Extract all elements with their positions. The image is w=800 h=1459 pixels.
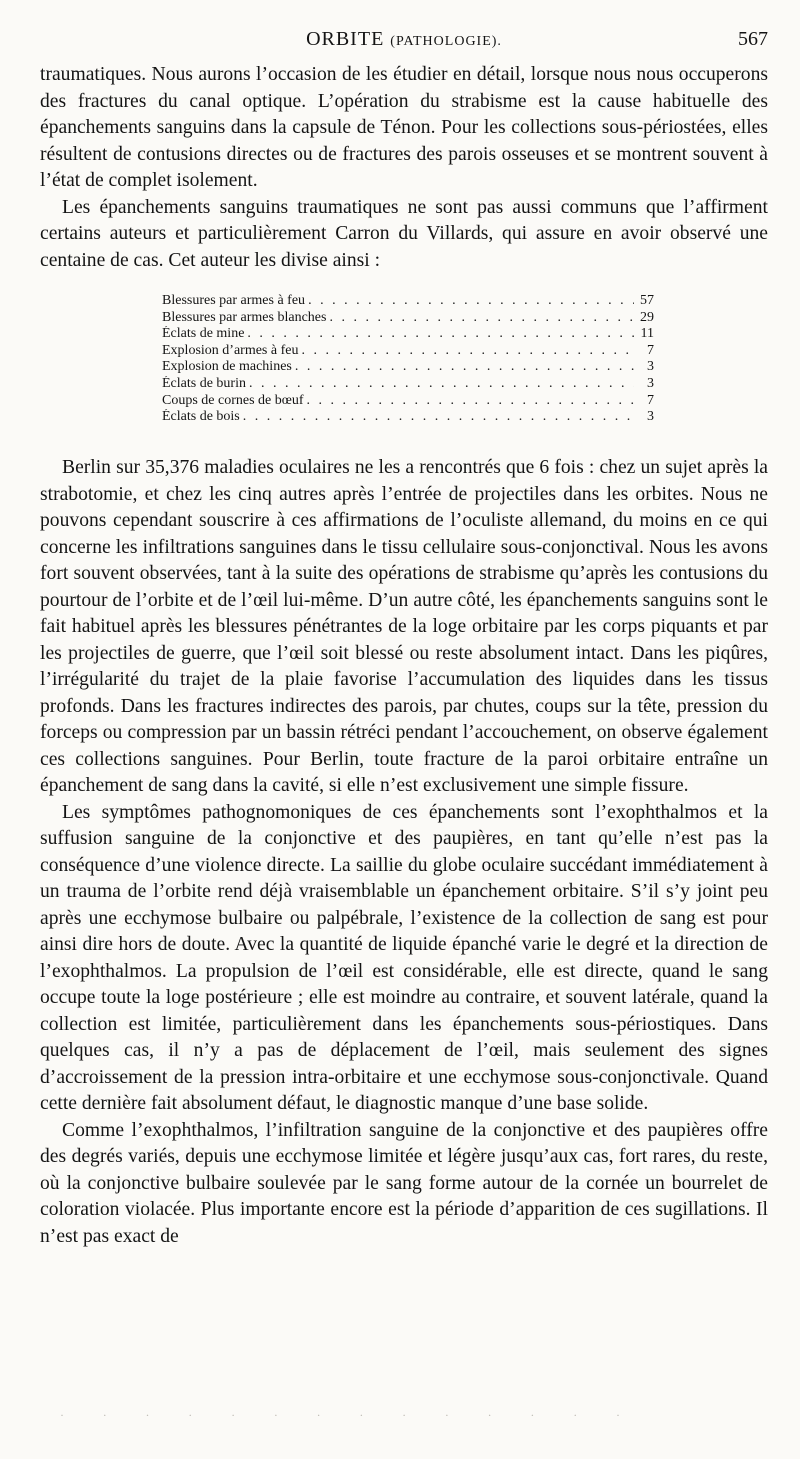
- table-row: [162, 326, 654, 343]
- row-value: 3: [647, 409, 654, 425]
- table-row: [162, 310, 654, 327]
- table-row: [162, 359, 654, 376]
- injury-statistics-table: [162, 293, 654, 426]
- row-label: Explosion d’armes à feu: [162, 342, 299, 358]
- table-row: [162, 343, 654, 360]
- paragraph: Les symptômes pathognomoniques de ces épanchements sont l’exophthalmos et la suffusion sanguine de la conjonctive et des paupières, en tant qu’elle n’est pas la conséquence d’une violence directe. La saillie du globe oculaire succédant immédiatement à un trauma de l’orbite rend déjà vraisemblable un épanchement orbitaire. S’il s’y joint peu après une ecchymose bulbaire ou palpébrale, l’existence de la collection de sang est pour ainsi dire hors de doute. Avec la quantité de liquide épanché varie le degré et la direction de l’exophthalmos. La propulsion de l’œil est considérable, elle est directe, quand le sang occupe toute la loge postérieure ; elle est moindre au contraire, et souvent latérale, quand la collection est limitée, particulièrement dans les épanchements sous-périostiques. Dans quelques cas, il n’y a pas de déplacement de l’œil, mais seulement des signes d’accroissement de la pression intra-orbitaire et une ecchymose sous-conjonctivale. Quand cette dernière fait absolument défaut, le diagnostic manque d’une base solide.: [40, 801, 768, 1114]
- paragraph: Les épanchements sanguins traumatiques ne sont pas aussi communs que l’affirment certains auteurs et particulièrement Carron du Villards, qui assure en avoir observé une centaine de cas. Cet auteur les divise ainsi :: [40, 196, 768, 271]
- page-number: 567: [738, 28, 768, 50]
- row-value: 7: [647, 342, 654, 358]
- running-header: [40, 28, 768, 58]
- dot-leader: [240, 409, 634, 426]
- table-row: [162, 409, 654, 426]
- dot-leader: [305, 293, 634, 310]
- row-label: Blessures par armes blanches: [162, 309, 327, 325]
- paragraph: Berlin sur 35,376 maladies oculaires ne les a rencontrés que 6 fois : chez un sujet après la strabotomie, et chez les cinq autres après l’entrée de projectiles dans les orbites. Nous ne pouvons cependant souscrire à ces affirmations de l’oculiste allemand, du moins en ce qui concerne les infiltrations sanguines dans le tissu cellulaire sous-conjonctival. Nous les avons fort souvent observées, tant à la suite des opérations de strabisme qu’après les contusions du pourtour de l’orbite et de l’œil lui-même. D’un autre côté, les épanchements sanguins sont le fait habituel après les blessures pénétrantes de la loge orbitaire par les corps piquants et par les projectiles de guerre, que l’œil soit blessé ou reste absolument intact. Dans les piqûres, l’irrégularité du trajet de la plaie favorise l’accumulation des liquides dans les tissus profonds. Dans les fractures indirectes des parois, par chutes, coups sur la tête, pression du forceps ou compression par un bassin rétréci pendant l’accouchement, on observe également ces collections sanguines. Pour Berlin, toute fracture de la paroi orbitaire entraîne un épanchement de sang dans la cavité, si elle n’est exclusivement une simple fissure.: [40, 457, 768, 796]
- dot-leader: [304, 393, 634, 410]
- row-label: Blessures par armes à feu: [162, 293, 306, 308]
- row-value: 3: [647, 359, 654, 375]
- dot-leader: [326, 310, 634, 327]
- dot-leader: [298, 343, 634, 360]
- text-block-bottom: [40, 455, 768, 1250]
- row-label: Éclats de mine: [162, 326, 245, 342]
- row-label: Explosion de machines: [162, 359, 292, 375]
- running-title: [40, 28, 768, 51]
- dot-leader: [246, 376, 634, 393]
- paragraph: Comme l’exophthalmos, l’infiltration sanguine de la conjonctive et des paupières offre des degrés variés, depuis une ecchymose limitée et légère jusqu’aux cas, fort rares, du reste, où la conjonctive bulbaire soulevée par le sang forme autour de la cornée un bourrelet de coloration violacée. Plus importante encore est la période d’apparition de ces sugillations. Il n’est pas exact de: [40, 1119, 768, 1247]
- header-title: ORBITE: [306, 28, 385, 50]
- header-subtitle: (PATHOLOGIE).: [390, 34, 502, 49]
- row-value: 57: [640, 293, 654, 308]
- dot-leader: [292, 359, 634, 376]
- scan-artifact-marks: · · · · · · · · · · · · · ·: [60, 1408, 620, 1422]
- row-value: 7: [647, 392, 654, 408]
- table-row: [162, 393, 654, 410]
- dot-leader: [244, 326, 634, 343]
- text-block-top: [40, 62, 768, 274]
- row-value: 3: [647, 375, 654, 391]
- row-label: Éclats de bois: [162, 409, 240, 425]
- paragraph: traumatiques. Nous aurons l’occasion de les étudier en détail, lorsque nous nous occuperons des fractures du canal optique. L’opération du strabisme est la cause habituelle des épanchements sanguins dans la capsule de Ténon. Pour les collections sous-périostées, elles résultent de contusions directes ou de fractures des parois osseuses et se montrent souvent à l’état de complet isolement.: [40, 64, 768, 191]
- table-row: [162, 376, 654, 393]
- table-row: [162, 293, 654, 310]
- row-value: 11: [640, 326, 654, 342]
- row-label: Éclats de burin: [162, 375, 246, 391]
- row-value: 29: [640, 309, 654, 325]
- row-label: Coups de cornes de bœuf: [162, 392, 304, 408]
